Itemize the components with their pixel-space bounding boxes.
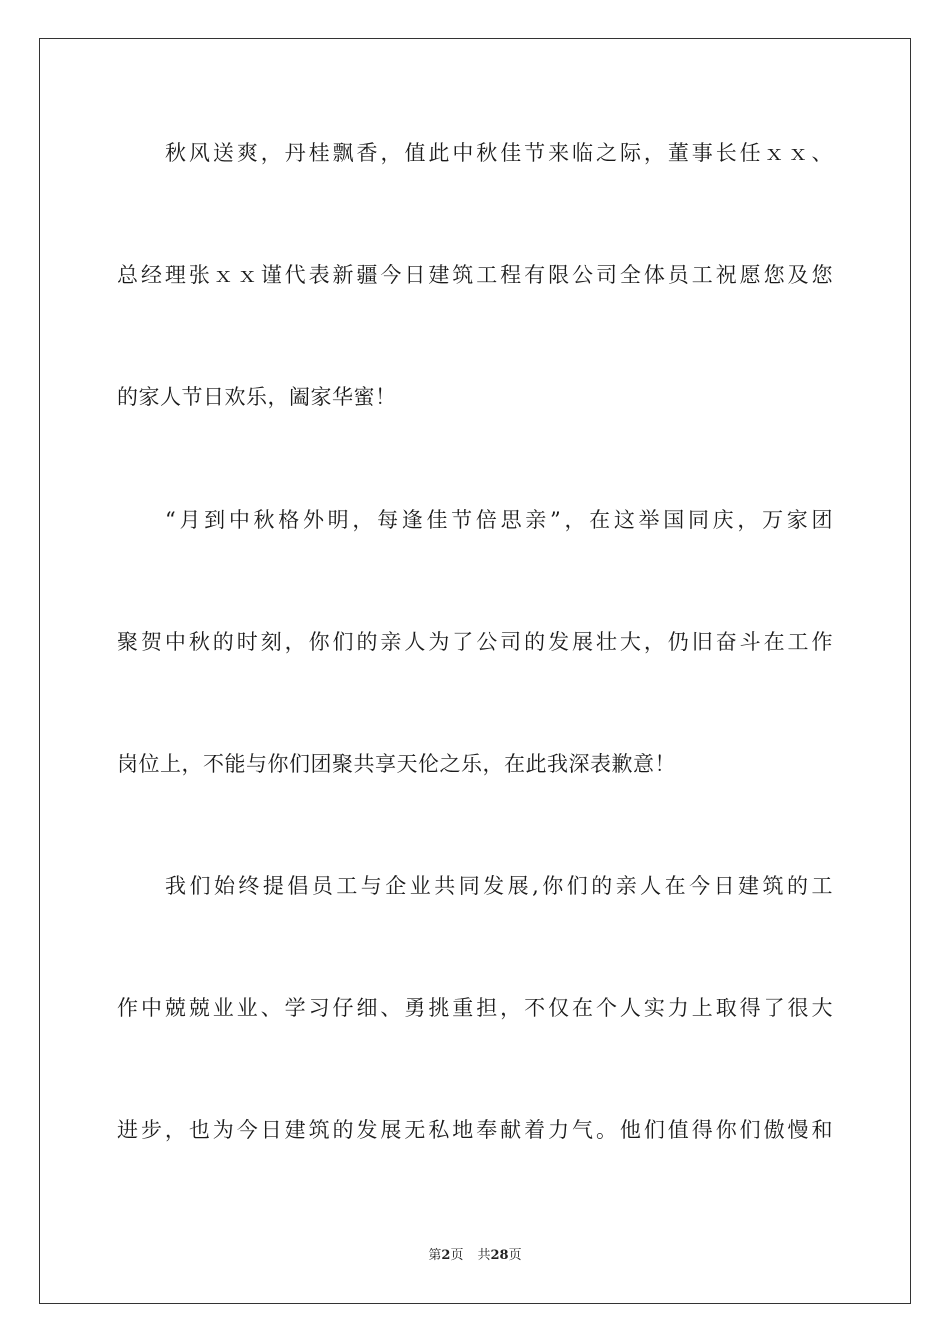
paragraph-2-line-2: 聚贺中秋的时刻，你们的亲人为了公司的发展壮大，仍旧奋斗在工作 <box>117 630 833 654</box>
total-pages: 28 <box>490 1248 509 1263</box>
paragraph-1-line-2: 总经理张ｘｘ谨代表新疆今日建筑工程有限公司全体员工祝愿您及您 <box>117 263 833 287</box>
paragraph-1-line-3: 的家人节日欢乐，阖家华蜜！ <box>117 385 397 409</box>
paragraph-1-line-1: 秋风送爽，丹桂飘香，值此中秋佳节来临之际，董事长任ｘｘ、 <box>165 141 833 165</box>
paragraph-2-line-3: 岗位上，不能与你们团聚共享天伦之乐，在此我深表歉意！ <box>117 752 676 776</box>
page-suffix: 页 <box>450 1248 464 1263</box>
total-prefix: 共 <box>477 1248 491 1263</box>
page-number: 2 <box>441 1248 451 1263</box>
total-suffix: 页 <box>508 1248 522 1263</box>
paragraph-3-line-1: 我们始终提倡员工与企业共同发展,你们的亲人在今日建筑的工 <box>165 874 833 898</box>
paragraph-2-line-1: “月到中秋格外明，每逢佳节倍思亲”，在这举国同庆，万家团 <box>165 508 833 532</box>
page-prefix: 第 <box>428 1248 442 1263</box>
paragraph-3-line-2: 作中兢兢业业、学习仔细、勇挑重担，不仅在个人实力上取得了很大 <box>117 996 833 1020</box>
page-footer <box>0 1247 950 1265</box>
paragraph-3-line-3: 进步，也为今日建筑的发展无私地奉献着力气。他们值得你们傲慢和 <box>117 1118 833 1142</box>
